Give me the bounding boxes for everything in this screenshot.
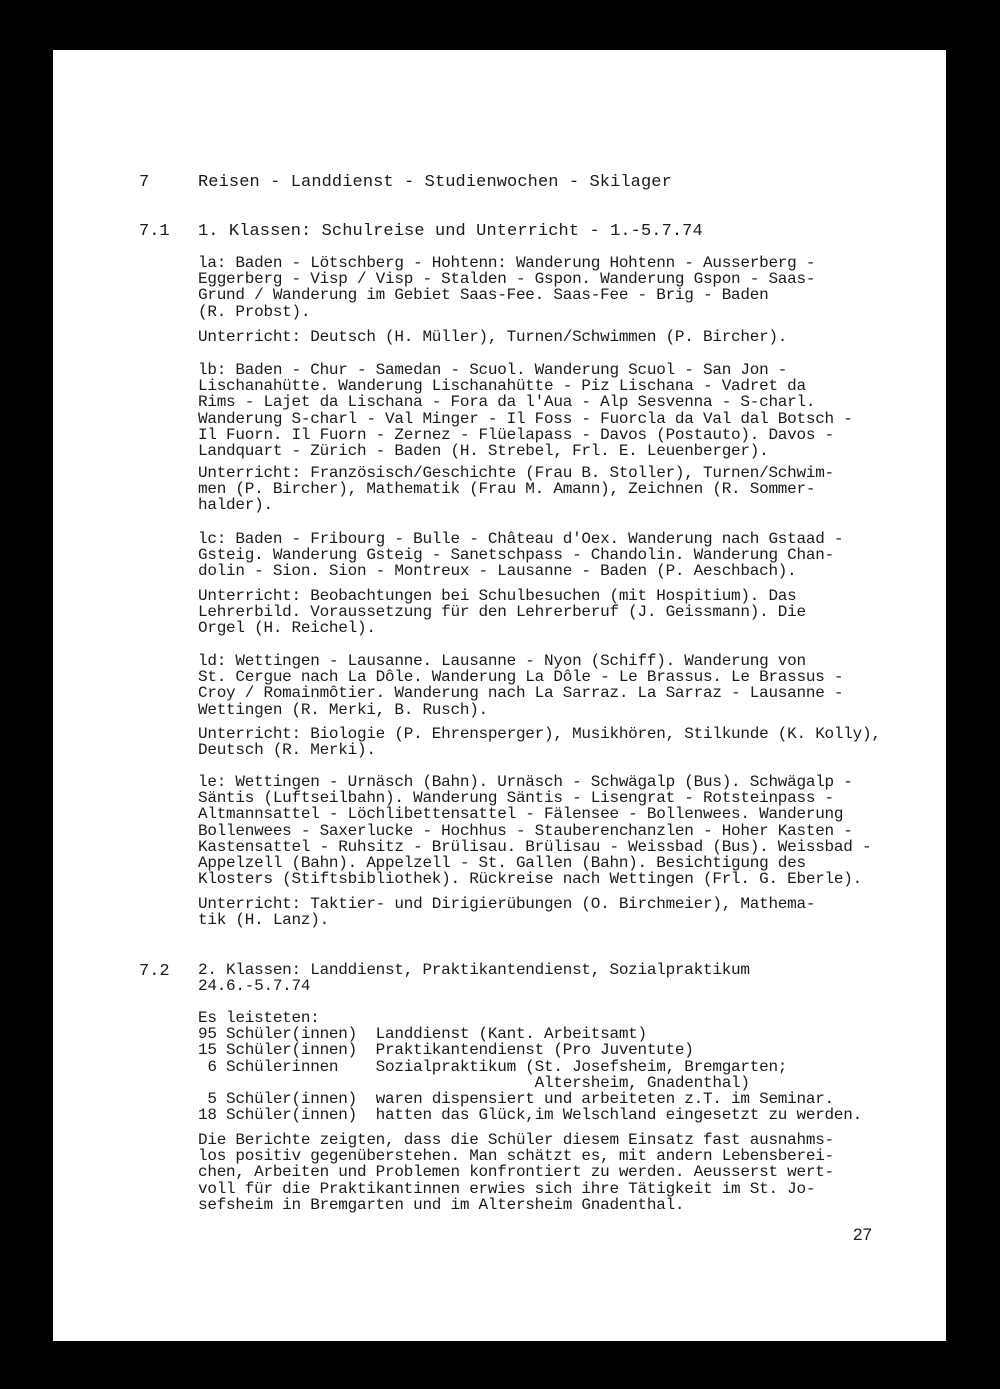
page-number: 27 <box>853 1225 872 1244</box>
class-1b-lessons: Unterricht: Französisch/Geschichte (Frau B. Stoller), Turnen/Schwim- men (P. Bircher), Mathematik (Frau M. Amann), Zeichnen (R. Sommer- halder). <box>198 464 834 515</box>
closing-paragraph: Die Berichte zeigten, dass die Schüler diesem Einsatz fast ausnahms- los positiv gegenüberstehen. Man schätzt es, mit andern Lebensberei- chen, Arbeiten und Problemen konfrontiert zu werden. Aeusserst wert- voll für die Praktikantinnen erwies sich ihre Tätigkeit im St. Jo- sefsheim in Bremgarten und im Altersheim Gnadenthal. <box>198 1131 834 1214</box>
section-7-2-title: 2. Klassen: Landdienst, Praktikantendienst, Sozialpraktikum 24.6.-5.7.74 <box>198 961 750 996</box>
class-1a-lessons: Unterricht: Deutsch (H. Müller), Turnen/Schwimmen (P. Bircher). <box>198 328 788 346</box>
class-1d-lessons: Unterricht: Biologie (P. Ehrensperger), Musikhören, Stilkunde (K. Kolly), Deutsch (R. Merki). <box>198 725 881 760</box>
class-1c-itinerary: lc: Baden - Fribourg - Bulle - Château d'Oex. Wanderung nach Gstaad - Gsteig. Wanderung Gsteig - Sanetschpass - Chandolin. Wanderung Chan- dolin - Sion. Sion - Montreux - Lausanne - Baden (P. Aeschbach). <box>198 530 844 581</box>
section-7-2-number: 7.2 <box>139 962 170 981</box>
section-7-1-number: 7.1 <box>139 222 170 241</box>
class-1c-lessons: Unterricht: Beobachtungen bei Schulbesuchen (mit Hospitium). Das Lehrerbild. Voraussetzung für den Lehrerberuf (J. Geissmann). Die Orgel (H. Reichel). <box>198 587 806 638</box>
class-1d-itinerary: ld: Wettingen - Lausanne. Lausanne - Nyon (Schiff). Wanderung von St. Cergue nach La Dôle. Wanderung La Dôle - Le Brassus. Le Brassus - Croy / Romainmôtier. Wanderung nach La Sarraz. La Sarraz - Lausanne - Wettingen (R. Merki, B. Rusch). <box>198 652 844 719</box>
class-1b-itinerary: lb: Baden - Chur - Samedan - Scuol. Wanderung Scuol - San Jon - Lischanahütte. Wanderung Lischanahütte - Piz Lischana - Vadret da Rims - Lajet da Lischana - Fora da l'Aua - Alp Sesvenna - S-charl. Wanderung S-charl - Val Minger - Il Foss - Fuorcla da Val dal Botsch - Il Fuorn. Il Fuorn - Zernez - Flüelapass - Davos (Postauto). Davos - Landquart - Zürich - Baden (H. Strebel, Frl. E. Leuenberger). <box>198 361 853 461</box>
section-7-number: 7 <box>139 173 150 192</box>
section-7-1-title: 1. Klassen: Schulreise und Unterricht - 1.-5.7.74 <box>198 222 703 241</box>
section-7-title: Reisen - Landdienst - Studienwochen - Skilager <box>198 173 672 192</box>
class-1e-itinerary: le: Wettingen - Urnäsch (Bahn). Urnäsch - Schwägalp (Bus). Schwägalp - Säntis (Luftseilbahn). Wanderung Säntis - Lisengrat - Rotsteinpass - Altmannsattel - Löchlibettensattel - Fälensee - Bollenwees. Wanderung Bollenwees - Saxerlucke - Hochhus - Stauberenchanzlen - Hoher Kasten - Kastensattel - Ruhsitz - Brülisau. Brülisau - Weissbad (Bus). Weissbad - Appelzell (Bahn). Appelzell - St. Gallen (Bahn). Besichtigung des Klosters (Stiftsbibliothek). Rückreise nach Wettingen (Frl. G. Eberle). <box>198 773 872 889</box>
participation-stats: Es leisteten: 95 Schüler(innen) Landdienst (Kant. Arbeitsamt) 15 Schüler(innen) Praktikantendienst (Pro Juventute) 6 Schülerinnen Sozialpraktikum (St. Josefsheim, Bremgarten; Altersheim, Gnadenthal) 5 Schüler(innen) waren dispensiert und arbeiteten z.T. im Seminar. 18 Schüler(innen) hatten das Glück,im Welschland eingesetzt zu werden. <box>198 1009 862 1125</box>
class-1a-itinerary: la: Baden - Lötschberg - Hohtenn: Wanderung Hohtenn - Ausserberg - Eggerberg - Visp / Visp - Stalden - Gspon. Wanderung Gspon - Saas- Grund / Wanderung im Gebiet Saas-Fee. Saas-Fee - Brig - Baden (R. Probst). <box>198 254 816 321</box>
class-1e-lessons: Unterricht: Taktier- und Dirigierübungen (O. Birchmeier), Mathema- tik (H. Lanz). <box>198 895 816 930</box>
document-page <box>53 50 946 1341</box>
